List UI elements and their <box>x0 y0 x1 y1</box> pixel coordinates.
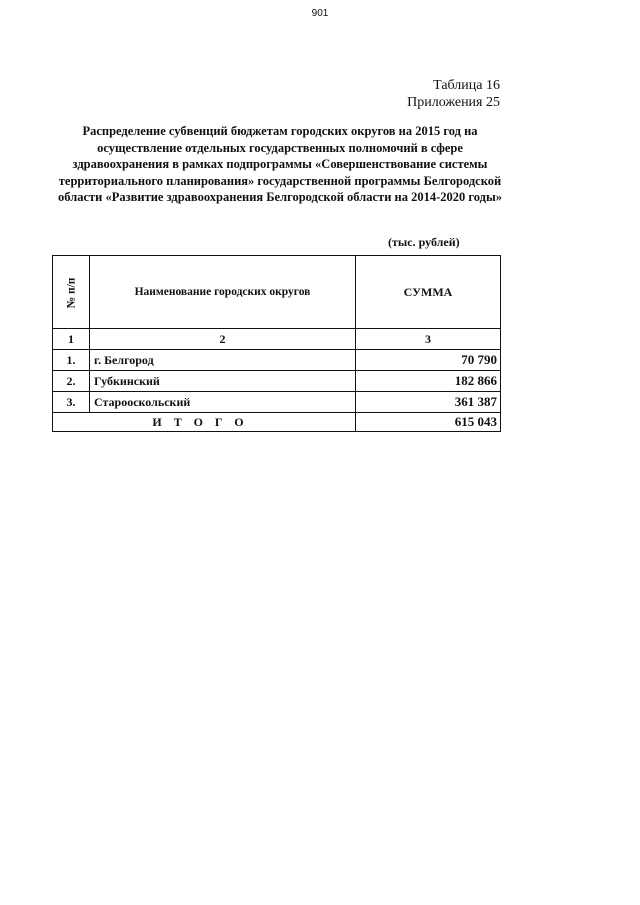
header-sum: СУММА <box>356 256 501 329</box>
row-number: 1. <box>53 350 90 371</box>
column-index: 3 <box>356 329 501 350</box>
district-sum: 182 866 <box>356 371 501 392</box>
total-label: ИТОГО <box>53 413 356 432</box>
district-sum: 70 790 <box>356 350 501 371</box>
district-name: Губкинский <box>90 371 356 392</box>
district-name: Старооскольский <box>90 392 356 413</box>
column-index: 1 <box>53 329 90 350</box>
column-index-row <box>53 329 501 350</box>
table-row <box>53 392 501 413</box>
table-header-row <box>53 256 501 329</box>
table-number: Таблица 16 <box>433 78 500 93</box>
row-number: 2. <box>53 371 90 392</box>
subsidy-table <box>52 255 501 432</box>
column-index: 2 <box>90 329 356 350</box>
table-row <box>53 371 501 392</box>
header-district-name: Наименование городских округов <box>90 256 356 329</box>
page-number: 901 <box>311 8 329 19</box>
total-row <box>53 413 501 432</box>
header-number: № п/п <box>53 256 90 329</box>
district-sum: 361 387 <box>356 392 501 413</box>
document-title: Распределение субвенций бюджетам городских округов на 2015 год на осуществление отдельных государственных полномочий в сфере здравоохранения в рамках подпрограммы «Совершенствование системы территориального планирования» государственной программы Белгородской области «Развитие здравоохранения Белгородской области на 2014-2020 годы» <box>58 124 502 204</box>
district-name: г. Белгород <box>90 350 356 371</box>
row-number: 3. <box>53 392 90 413</box>
units-label: (тыс. рублей) <box>388 235 460 249</box>
appendix-number: Приложения 25 <box>407 95 500 110</box>
table-row <box>53 350 501 371</box>
total-sum: 615 043 <box>356 413 501 432</box>
table-reference <box>407 77 500 111</box>
